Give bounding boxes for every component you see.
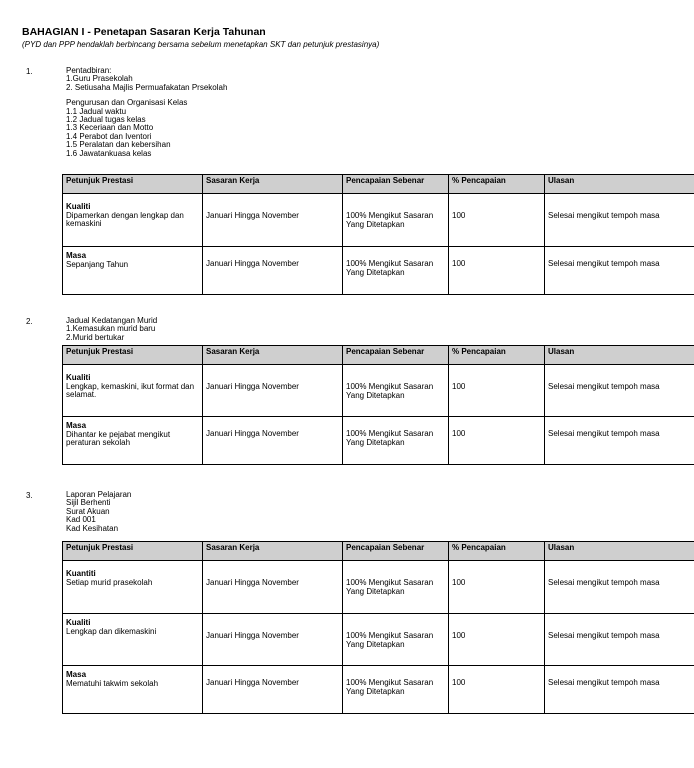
target-cell: [203, 561, 343, 614]
category-label: Kualiti: [66, 618, 91, 627]
table-row: [63, 365, 694, 417]
target-cell: [203, 417, 343, 465]
description-line: Laporan Pelajaran: [66, 490, 132, 499]
section-description: [66, 317, 157, 342]
achieved-cell: [343, 194, 449, 247]
section-number: 2.: [26, 317, 33, 326]
achieved-text: 100% Mengikut Sasaran Yang Ditetapkan: [346, 578, 434, 596]
column-header: Pencapaian Sebenar: [343, 346, 449, 365]
indicator-cell: [63, 417, 203, 465]
description-line: Pentadbiran:: [66, 66, 112, 75]
remark-text: Selesai mengikut tempoh masa: [548, 211, 660, 220]
category-label: Kualiti: [66, 373, 91, 382]
indicator-cell: [63, 194, 203, 247]
target-text: Januari Hingga November: [206, 429, 299, 438]
percent-text: 100: [452, 631, 466, 640]
column-header: Pencapaian Sebenar: [343, 542, 449, 561]
section-description: [66, 67, 227, 158]
description-line: 1.3 Keceriaan dan Motto: [66, 123, 154, 133]
remark-text: Selesai mengikut tempoh masa: [548, 678, 660, 687]
table-row: [63, 247, 694, 295]
performance-table: [62, 174, 694, 295]
achieved-text: 100% Mengikut Sasaran Yang Ditetapkan: [346, 382, 434, 400]
indicator-cell: [63, 666, 203, 714]
column-header: Petunjuk Prestasi: [63, 346, 203, 365]
target-cell: [203, 194, 343, 247]
target-text: Januari Hingga November: [206, 211, 299, 220]
percent-cell: [449, 194, 545, 247]
percent-cell: [449, 666, 545, 714]
column-header: Ulasan: [545, 175, 694, 194]
indicator-text: Sepanjang Tahun: [66, 259, 129, 269]
table-row: [63, 561, 694, 614]
table-row: [63, 194, 694, 247]
target-text: Januari Hingga November: [206, 259, 299, 268]
description-line: Jadual Kedatangan Murid: [66, 316, 158, 325]
percent-text: 100: [452, 678, 466, 687]
target-text: Januari Hingga November: [206, 678, 299, 687]
description-line: Sijil Berhenti: [66, 498, 111, 508]
target-cell: [203, 247, 343, 295]
performance-table: [62, 541, 694, 714]
achieved-cell: [343, 247, 449, 295]
table-header-row: [63, 175, 694, 194]
target-text: Januari Hingga November: [206, 578, 299, 587]
column-header: % Pencapaian: [449, 175, 545, 194]
indicator-cell: [63, 365, 203, 417]
category-label: Kualiti: [66, 202, 91, 211]
column-header: Sasaran Kerja: [203, 346, 343, 365]
remark-text: Selesai mengikut tempoh masa: [548, 578, 660, 587]
indicator-cell: [63, 561, 203, 614]
achieved-cell: [343, 666, 449, 714]
section-number: 1.: [26, 67, 33, 76]
remark-cell: [545, 666, 694, 714]
remark-cell: [545, 365, 694, 417]
column-header: Ulasan: [545, 346, 694, 365]
remark-cell: [545, 194, 694, 247]
category-label: Masa: [66, 670, 87, 679]
column-header: Sasaran Kerja: [203, 542, 343, 561]
column-header: Ulasan: [545, 542, 694, 561]
description-line: 1.Kemasukan murid baru: [66, 324, 156, 334]
achieved-text: 100% Mengikut Sasaran Yang Ditetapkan: [346, 631, 434, 649]
remark-text: Selesai mengikut tempoh masa: [548, 382, 660, 391]
description-line: Pengurusan dan Organisasi Kelas: [66, 98, 188, 108]
indicator-text: Dipamerkan dengan lengkap dan kemaskini: [66, 210, 184, 229]
description-line: 1.6 Jawatankuasa kelas: [66, 148, 152, 158]
indicator-text: Lengkap, kemaskini, ikut format dan selamat.: [66, 381, 195, 400]
percent-cell: [449, 614, 545, 666]
column-header: Pencapaian Sebenar: [343, 175, 449, 194]
target-cell: [203, 666, 343, 714]
remark-text: Selesai mengikut tempoh masa: [548, 429, 660, 438]
table-header-row: [63, 346, 694, 365]
target-text: Januari Hingga November: [206, 631, 299, 640]
target-text: Januari Hingga November: [206, 382, 299, 391]
description-line: Surat Akuan: [66, 506, 110, 516]
indicator-text: Mematuhi takwim sekolah: [66, 678, 159, 688]
category-label: Kuantiti: [66, 569, 96, 578]
table-row: [63, 666, 694, 714]
percent-cell: [449, 417, 545, 465]
indicator-text: Setiap murid prasekolah: [66, 577, 153, 587]
indicator-cell: [63, 614, 203, 666]
percent-text: 100: [452, 429, 466, 438]
percent-text: 100: [452, 211, 466, 220]
description-line: 1.2 Jadual tugas kelas: [66, 115, 146, 125]
column-header: % Pencapaian: [449, 542, 545, 561]
target-cell: [203, 365, 343, 417]
achieved-cell: [343, 365, 449, 417]
percent-text: 100: [452, 259, 466, 268]
description-line: 1.Guru Prasekolah: [66, 74, 133, 84]
description-line: 2. Setiusaha Majlis Permuafakatan Prsekolah: [66, 82, 228, 92]
achieved-text: 100% Mengikut Sasaran Yang Ditetapkan: [346, 259, 434, 277]
page-subtitle: (PYD dan PPP hendaklah berbincang bersama sebelum menetapkan SKT dan petunjuk prestasinya): [22, 40, 380, 49]
indicator-cell: [63, 247, 203, 295]
percent-cell: [449, 561, 545, 614]
indicator-text: Dihantar ke pejabat mengikut peraturan sekolah: [66, 429, 171, 448]
page-title: BAHAGIAN I - Penetapan Sasaran Kerja Tahunan: [22, 26, 266, 38]
column-header: Petunjuk Prestasi: [63, 175, 203, 194]
description-line: 1.4 Perabot dan Iventori: [66, 131, 152, 141]
indicator-text: Lengkap dan dikemaskini: [66, 626, 157, 636]
performance-table: [62, 345, 694, 465]
remark-cell: [545, 417, 694, 465]
description-line: 1.1 Jadual waktu: [66, 106, 127, 116]
achieved-text: 100% Mengikut Sasaran Yang Ditetapkan: [346, 678, 434, 696]
achieved-cell: [343, 417, 449, 465]
percent-text: 100: [452, 382, 466, 391]
remark-text: Selesai mengikut tempoh masa: [548, 631, 660, 640]
description-line: Kad 001: [66, 515, 96, 525]
category-label: Masa: [66, 421, 87, 430]
achieved-cell: [343, 561, 449, 614]
remark-text: Selesai mengikut tempoh masa: [548, 259, 660, 268]
description-line: 2.Murid bertukar: [66, 332, 125, 342]
column-header: Sasaran Kerja: [203, 175, 343, 194]
remark-cell: [545, 247, 694, 295]
percent-text: 100: [452, 578, 466, 587]
table-header-row: [63, 542, 694, 561]
achieved-cell: [343, 614, 449, 666]
section-description: [66, 491, 131, 533]
percent-cell: [449, 365, 545, 417]
remark-cell: [545, 614, 694, 666]
percent-cell: [449, 247, 545, 295]
target-cell: [203, 614, 343, 666]
column-header: Petunjuk Prestasi: [63, 542, 203, 561]
section-number: 3.: [26, 491, 33, 500]
category-label: Masa: [66, 251, 87, 260]
achieved-text: 100% Mengikut Sasaran Yang Ditetapkan: [346, 429, 434, 447]
description-line: Kad Kesihatan: [66, 523, 119, 533]
column-header: % Pencapaian: [449, 346, 545, 365]
achieved-text: 100% Mengikut Sasaran Yang Ditetapkan: [346, 211, 434, 229]
description-line: 1.5 Peralatan dan kebersihan: [66, 140, 171, 150]
remark-cell: [545, 561, 694, 614]
table-row: [63, 614, 694, 666]
table-row: [63, 417, 694, 465]
